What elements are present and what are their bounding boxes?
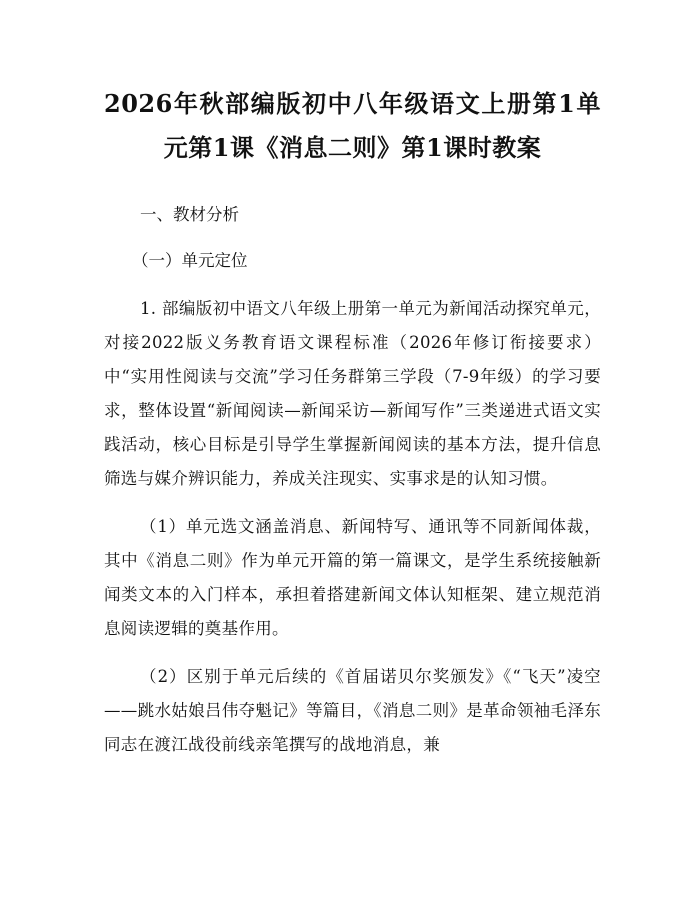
paragraph-1: 1. 部编版初中语文八年级上册第一单元为新闻活动探究单元，对接2022版义务教育语文课程标准（2026年修订衔接要求）中“实用性阅读与交流”学习任务群第三学段（7-9年级）的学习要求，整体设置“新闻阅读—新闻采访—新闻写作”三类递进式语文实践活动，核心目标是引导学生掌握新闻阅读的基本方法，提升信息筛选与媒介辨识能力，养成关注现实、实事求是的认知习惯。 [104,299,601,488]
section-heading: 一、教材分析 [140,205,239,224]
paragraph-2: （1）单元选文涵盖消息、新闻特写、通讯等不同新闻体裁，其中《消息二则》作为单元开篇的第一篇课文，是学生系统接触新闻类文本的入门样本，承担着搭建新闻文体认知框架、建立规范消息阅读逻辑的奠基作用。 [104,517,601,638]
subsection-heading: （一）单元定位 [132,251,248,270]
document-title: 2026年秋部编版初中八年级语文上册第1单元第1课《消息二则》第1课时教案 [104,89,601,162]
paragraph-3: （2）区别于单元后续的《首届诺贝尔奖颁发》《“飞天”凌空——跳水姑娘吕伟夺魁记》等篇目，《消息二则》是革命领袖毛泽东同志在渡江战役前线亲笔撰写的战地消息，兼 [104,667,601,754]
